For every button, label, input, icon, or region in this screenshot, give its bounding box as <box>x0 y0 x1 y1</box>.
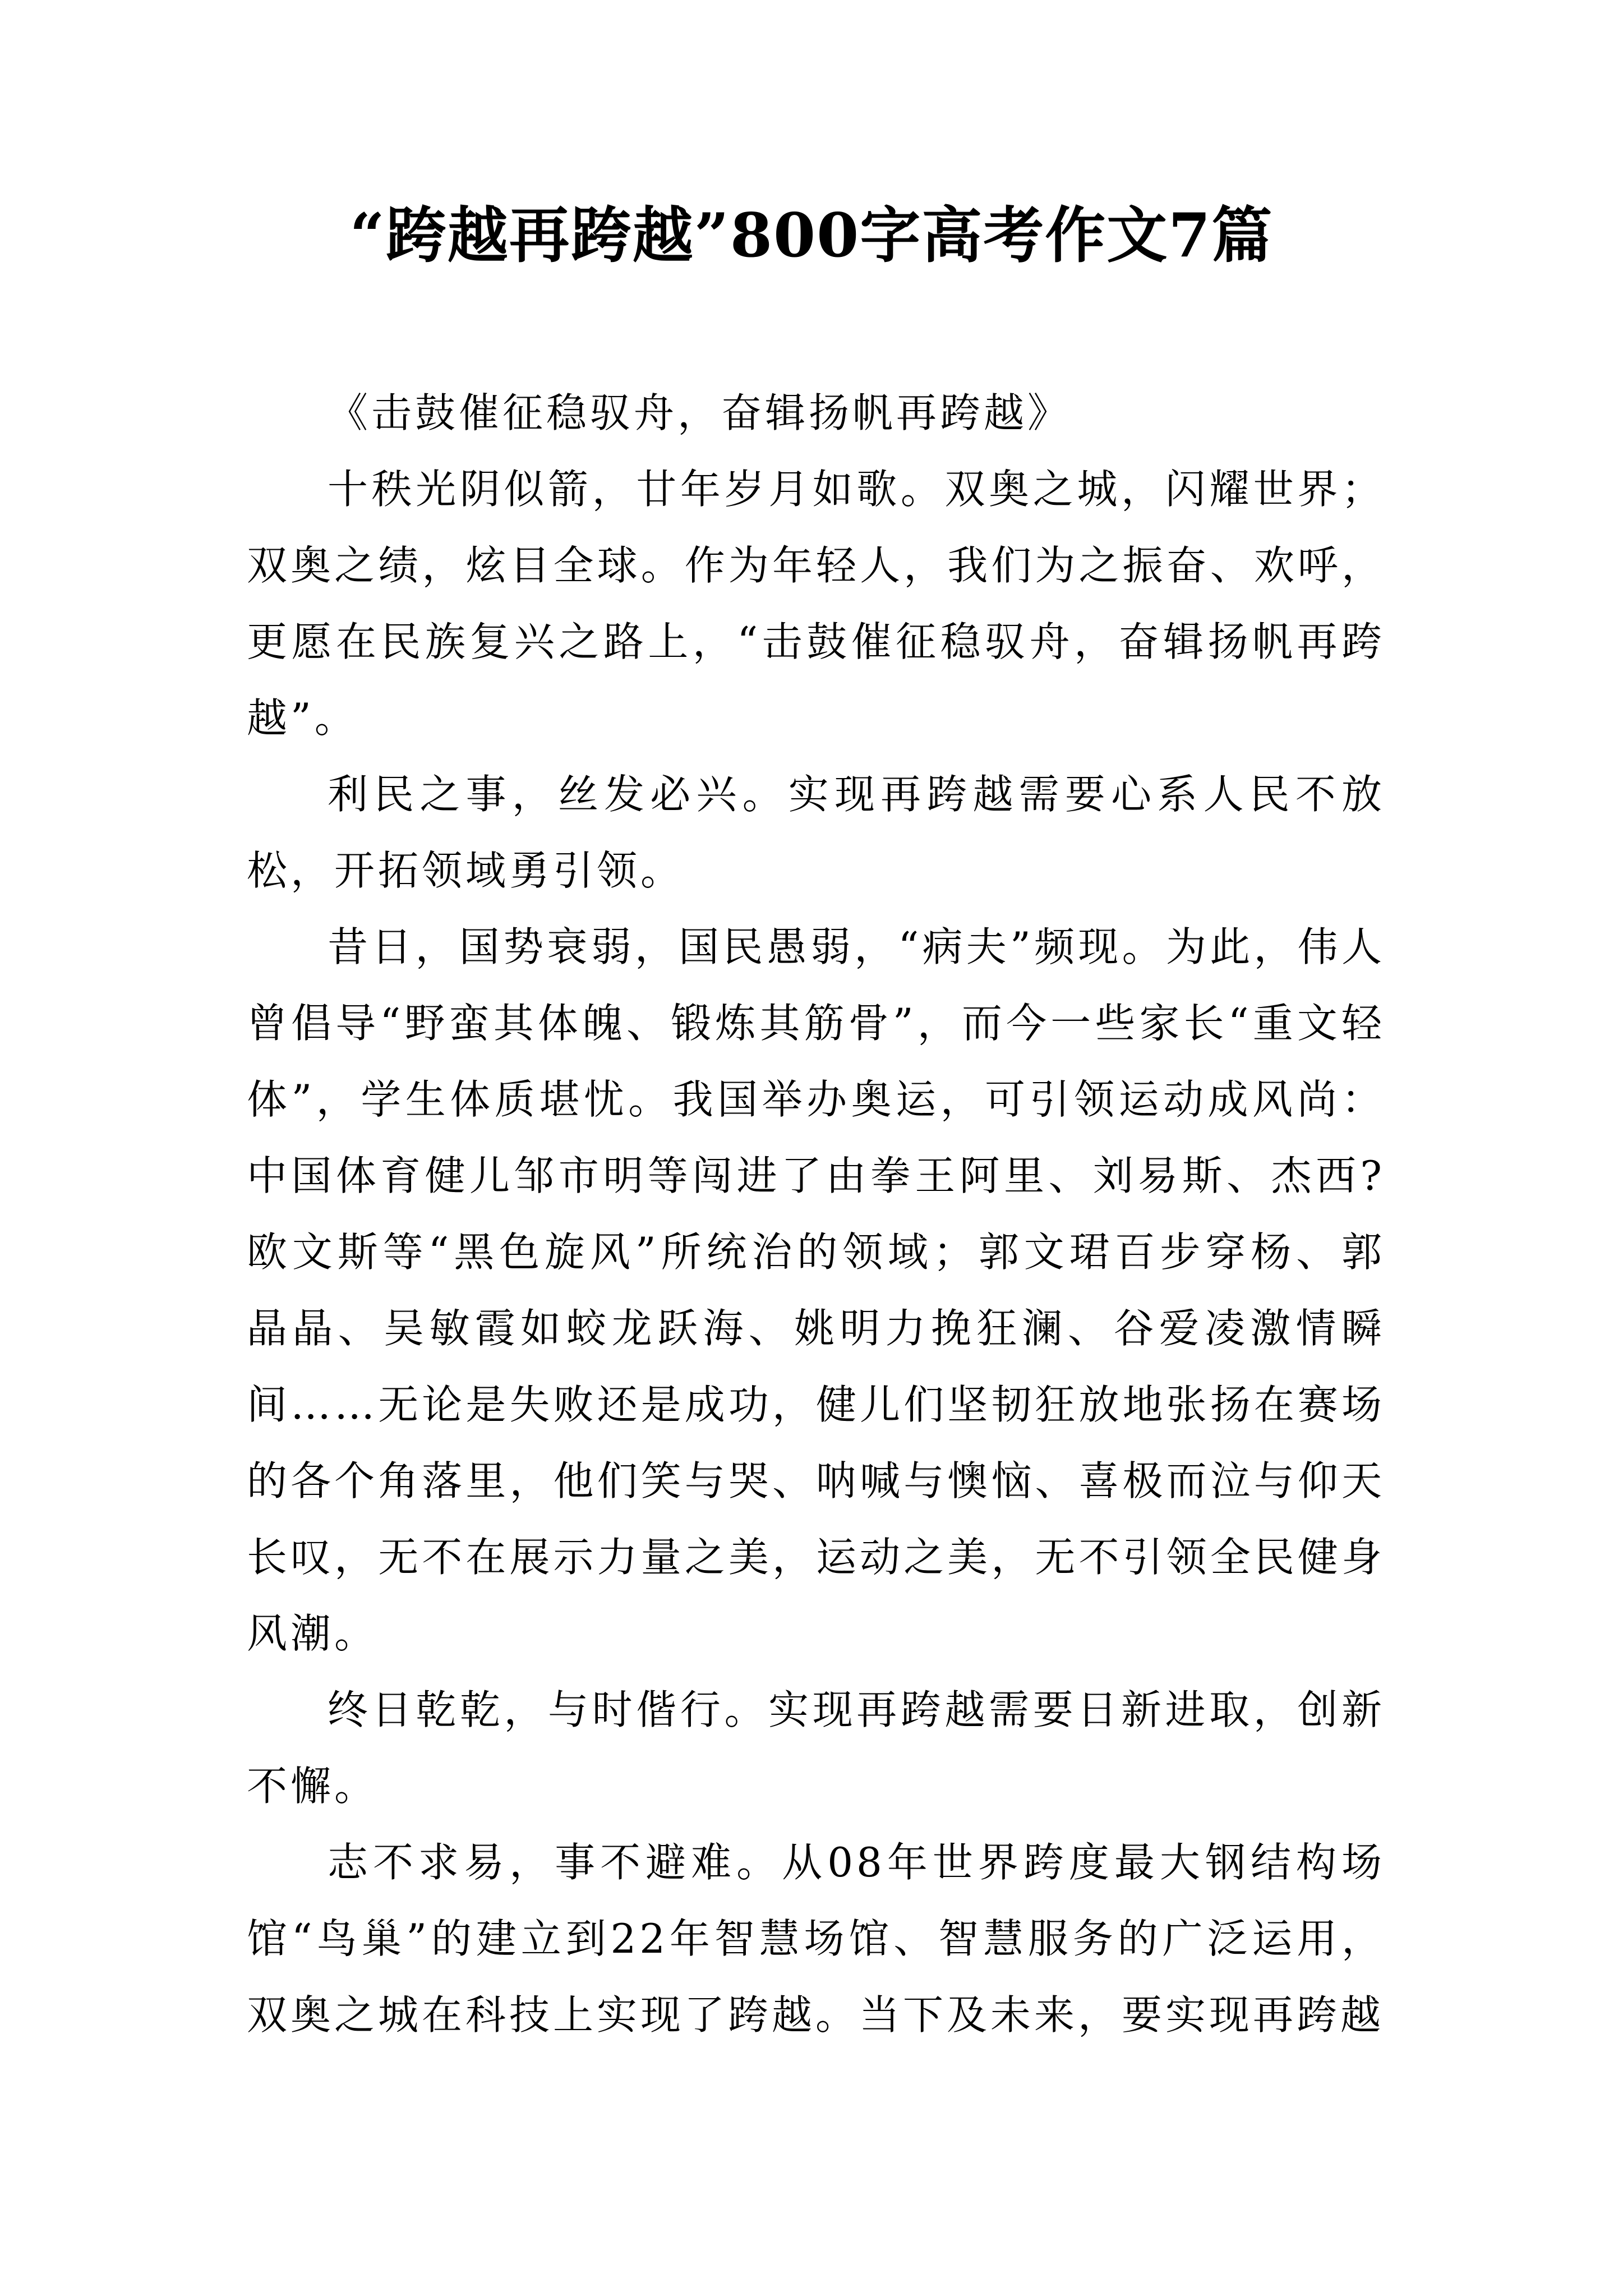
paragraph: 昔日，国势衰弱，国民愚弱，“病夫”频现。为此，伟人曾倡导“野蛮其体魄、锻炼其筋骨”，而今一些家长“重文轻体”，学生体质堪忧。我国举办奥运，可引领运动成风尚：中国体育健儿邹市明等闯进了由拳王阿里、刘易斯、杰西?欧文斯等“黑色旋风”所统治的领域；郭文珺百步穿杨、郭晶晶、吴敏霞如蛟龙跃海、姚明力挽狂澜、谷爱凌激情瞬间……无论是失败还是成功，健儿们坚韧狂放地张扬在赛场的各个角落里，他们笑与哭、呐喊与懊恼、喜极而泣与仰天长叹，无不在展示力量之美，运动之美，无不引领全民健身风潮。 <box>247 923 1385 1657</box>
document-body <box>247 375 1385 2053</box>
paragraph: 十秩光阴似箭，廿年岁月如歌。双奥之城，闪耀世界；双奥之绩，炫目全球。作为年轻人，我们为之振奋、欢呼，更愿在民族复兴之路上，“击鼓催征稳驭舟，奋辑扬帆再跨越”。 <box>247 466 1385 742</box>
paragraph: 终日乾乾，与时偕行。实现再跨越需要日新进取，创新不懈。 <box>247 1686 1385 1810</box>
essay-title: 《击鼓催征稳驭舟，奋辑扬帆再跨越》 <box>328 389 1072 436</box>
paragraph: 志不求易，事不避难。从08年世界跨度最大钢结构场馆“鸟巢”的建立到22年智慧场馆、智慧服务的广泛运用，双奥之城在科技上实现了跨越。当下及未来，要实现再跨越 <box>247 1839 1385 2039</box>
paragraph: 利民之事，丝发必兴。实现再跨越需要心系人民不放松，开拓领域勇引领。 <box>247 771 1385 894</box>
document-title: “跨越再跨越”800字高考作文7篇 <box>349 200 1274 271</box>
